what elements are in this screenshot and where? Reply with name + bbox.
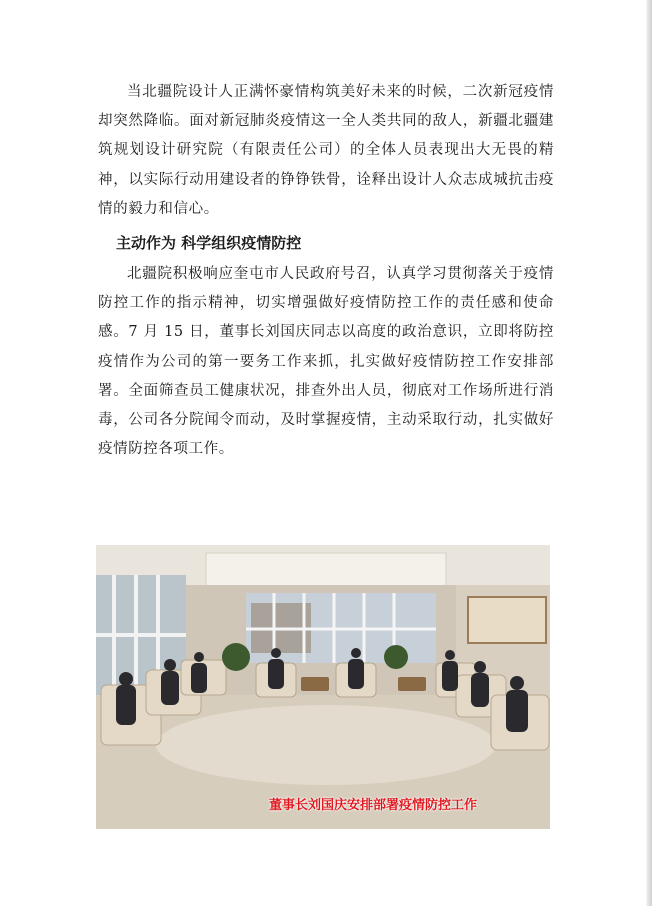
meeting-photo [96,545,550,829]
meeting-room-illustration [96,545,550,829]
article-body [98,78,554,464]
page-edge [646,0,652,906]
section-paragraph: 北疆院积极响应奎屯市人民政府号召，认真学习贯彻落关于疫情防控工作的指示精神，切实增强做好疫情防控工作的责任感和使命感。7 月 15 日，董事长刘国庆同志以高度的政治意识，立即将防控疫情作为公司的第一要务工作来抓，扎实做好疫情防控工作安排部署。全面筛查员工健康状况，排查外出人员，彻底对工作场所进行消毒，公司各分院闻令而动，及时掌握疫情，主动采取行动，扎实做好疫情防控各项工作。 [98,266,554,458]
intro-paragraph: 当北疆院设计人正满怀豪情构筑美好未来的时候，二次新冠疫情却突然降临。面对新冠肺炎疫情这一全人类共同的敌人，新疆北疆建筑规划设计研究院（有限责任公司）的全体人员表现出大无畏的精神，以实际行动用建设者的铮铮铁骨，诠释出设计人众志成城抗击疫情的毅力和信心。 [98,84,554,217]
section-heading: 主动作为 科学组织疫情防控 [116,234,302,253]
photo-caption: 董事长刘国庆安排部署疫情防控工作 [268,798,477,813]
